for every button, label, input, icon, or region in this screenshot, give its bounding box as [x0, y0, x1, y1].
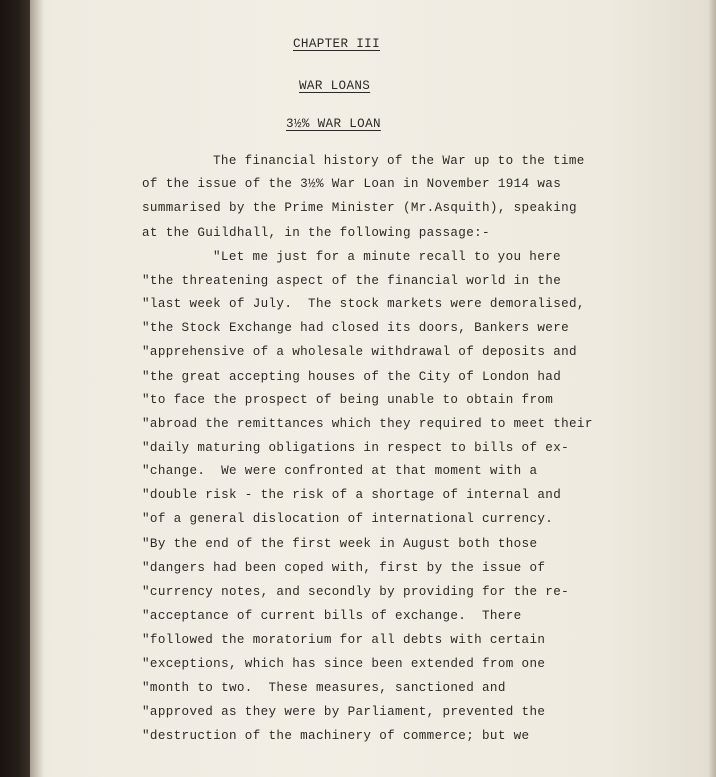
quote-line: "dangers had been coped with, first by the issue of: [142, 561, 546, 575]
paragraph-line: summarised by the Prime Minister (Mr.Asquith), speaking: [142, 201, 577, 215]
quote-line: "to face the prospect of being unable to obtain from: [142, 393, 554, 407]
quote-line: "By the end of the first week in August both those: [142, 537, 538, 551]
chapter-heading: CHAPTER III: [293, 37, 380, 51]
quote-line: "apprehensive of a wholesale withdrawal of deposits and: [142, 345, 577, 359]
quote-line: "approved as they were by Parliament, prevented the: [142, 705, 546, 719]
paragraph-line: The financial history of the War up to the time: [213, 154, 585, 168]
quote-line: "acceptance of current bills of exchange. There: [142, 609, 522, 623]
page-edge: [708, 0, 716, 777]
quote-line: "the great accepting houses of the City of London had: [142, 370, 562, 384]
quote-line: "change. We were confronted at that moment with a: [142, 464, 538, 478]
quote-line: "exceptions, which has since been extended from one: [142, 657, 546, 671]
section-heading: WAR LOANS: [299, 79, 371, 93]
gutter-shadow: [30, 0, 44, 777]
subsection-heading: 3½% WAR LOAN: [286, 117, 381, 131]
quote-line: "Let me just for a minute recall to you here: [213, 250, 561, 264]
quote-line: "last week of July. The stock markets were demoralised,: [142, 297, 585, 311]
quote-line: "destruction of the machinery of commerce; but we: [142, 729, 530, 743]
quote-line: "the Stock Exchange had closed its doors, Bankers were: [142, 321, 570, 335]
quote-line: "of a general dislocation of international currency.: [142, 512, 554, 526]
book-spine: [0, 0, 30, 777]
quote-line: "followed the moratorium for all debts with certain: [142, 633, 546, 647]
quote-line: "double risk - the risk of a shortage of internal and: [142, 488, 562, 502]
quote-line: "month to two. These measures, sanctioned and: [142, 681, 506, 695]
paragraph-line: at the Guildhall, in the following passage:-: [142, 226, 490, 240]
quote-line: "daily maturing obligations in respect to bills of ex-: [142, 441, 570, 455]
quote-line: "currency notes, and secondly by providing for the re-: [142, 585, 570, 599]
quote-line: "the threatening aspect of the financial world in the: [142, 274, 562, 288]
quote-line: "abroad the remittances which they required to meet their: [142, 417, 593, 431]
paragraph-line: of the issue of the 3½% War Loan in November 1914 was: [142, 177, 562, 191]
